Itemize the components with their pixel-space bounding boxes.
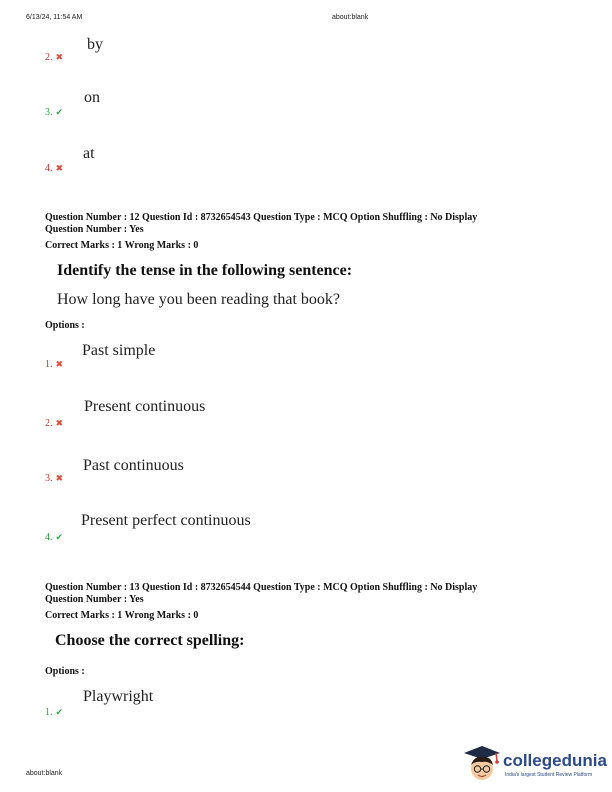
options-label: Options : — [45, 666, 85, 677]
print-footer-url: about:blank — [26, 770, 63, 777]
option-number: 2. ✖ — [45, 418, 64, 429]
question-meta-shuffle: Question Number : Yes — [45, 224, 144, 235]
question-sentence: How long have you been reading that book? — [57, 291, 341, 308]
option-text: at — [83, 145, 95, 162]
option-text: Present continuous — [84, 398, 206, 415]
option-number: 2. ✖ — [45, 52, 64, 63]
cross-icon: ✖ — [55, 418, 64, 428]
option-text: Present perfect continuous — [81, 512, 251, 529]
question-marks: Correct Marks : 1 Wrong Marks : 0 — [45, 610, 199, 621]
option-number: 3. ✖ — [45, 473, 64, 484]
option-number: 4. ✖ — [45, 163, 64, 174]
option-text: Playwright — [83, 688, 154, 705]
question-meta: Question Number : 12 Question Id : 8732654543 Question Type : MCQ Option Shuffling : No Display — [45, 212, 478, 223]
option-number: 1. ✔ — [45, 707, 64, 718]
check-icon: ✔ — [55, 532, 64, 542]
check-icon: ✔ — [55, 707, 64, 717]
brand-tagline: India's largest Student Review Platform — [505, 772, 593, 778]
cross-icon: ✖ — [55, 473, 64, 483]
question-marks: Correct Marks : 1 Wrong Marks : 0 — [45, 240, 199, 251]
option-text: by — [87, 36, 103, 53]
cross-icon: ✖ — [55, 359, 64, 369]
cross-icon: ✖ — [55, 163, 64, 173]
option-number: 4. ✔ — [45, 532, 64, 543]
print-datetime: 6/13/24, 11:54 AM — [26, 14, 83, 21]
print-page-title: about:blank — [332, 14, 369, 21]
options-label: Options : — [45, 320, 85, 331]
option-text: Past continuous — [83, 457, 184, 474]
question-title: Choose the correct spelling: — [55, 632, 245, 649]
mascot-logo-icon — [462, 743, 502, 785]
check-icon: ✔ — [55, 107, 64, 117]
option-number: 1. ✖ — [45, 359, 64, 370]
question-meta-shuffle: Question Number : Yes — [45, 594, 144, 605]
option-number: 3. ✔ — [45, 107, 64, 118]
question-meta: Question Number : 13 Question Id : 8732654544 Question Type : MCQ Option Shuffling : No Display — [45, 582, 478, 593]
brand-name: collegedunia — [503, 751, 607, 770]
question-title: Identify the tense in the following sentence: — [57, 262, 353, 279]
cross-icon: ✖ — [55, 52, 64, 62]
option-text: Past simple — [82, 342, 156, 359]
option-text: on — [84, 89, 100, 106]
